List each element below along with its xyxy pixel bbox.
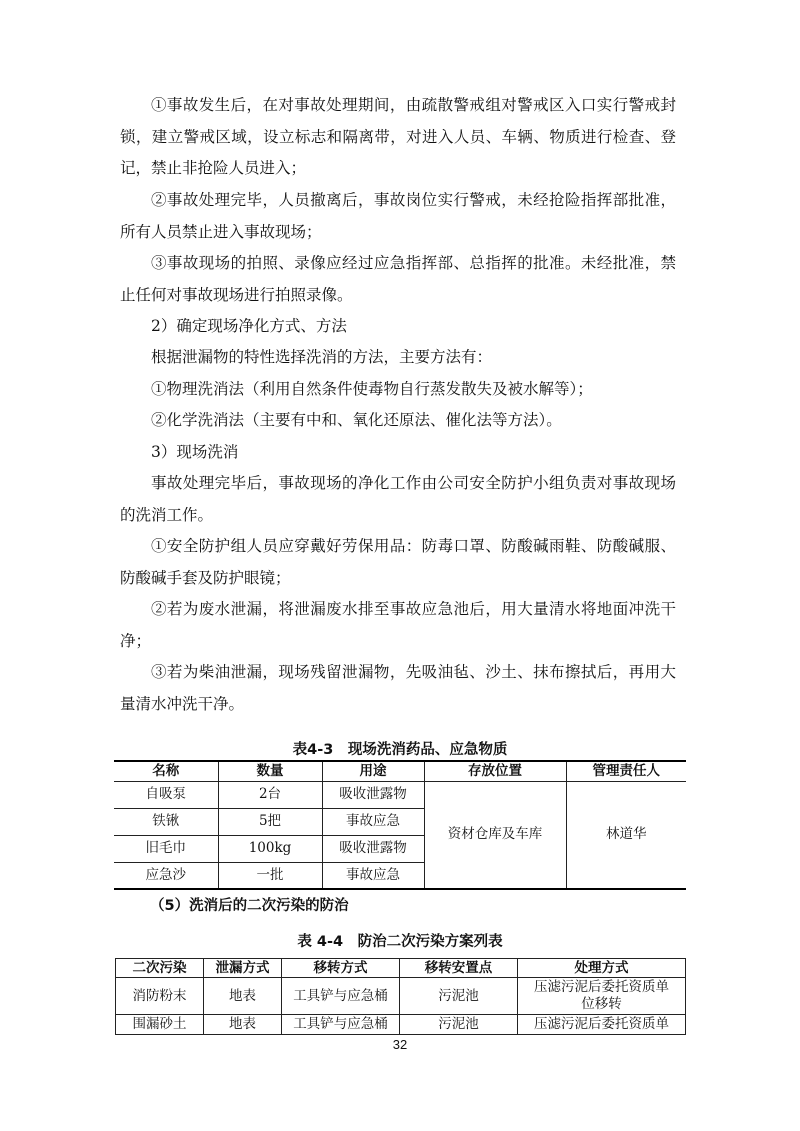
table1-header: 管理责任人 xyxy=(566,761,686,781)
table-cell: 事故应急 xyxy=(322,808,424,835)
storage-location-cell: 资材仓库及车库 xyxy=(424,781,566,889)
table-cell: 工具铲与应急桶 xyxy=(282,1015,400,1035)
secondary-pollution-table xyxy=(115,958,686,1035)
table-cell: 工具铲与应急桶 xyxy=(282,978,400,1015)
table-row xyxy=(114,781,686,808)
table2-header: 二次污染 xyxy=(116,959,204,978)
table-cell: 事故应急 xyxy=(322,862,424,889)
table-cell: 吸收泄露物 xyxy=(322,835,424,862)
paragraph-4: 2）确定现场净化方式、方法 xyxy=(151,317,347,335)
table1-header: 名称 xyxy=(114,761,218,781)
table-cell: 围漏砂土 xyxy=(116,1015,204,1035)
page-number: 32 xyxy=(392,1037,408,1052)
table1-header: 存放位置 xyxy=(424,761,566,781)
table-cell: 吸收泄露物 xyxy=(322,781,424,808)
paragraph-3: ③事故现场的拍照、录像应经过应急指挥部、总指挥的批准。未经批准，禁止任何对事故现场进行拍照录像。 xyxy=(120,254,676,304)
paragraph-11: ②若为废水泄漏，将泄漏废水排至事故应急池后，用大量清水将地面冲洗干净； xyxy=(120,600,676,650)
paragraph-6: ①物理洗消法（利用自然条件使毒物自行蒸发散失及被水解等）； xyxy=(151,380,593,398)
table-row xyxy=(116,978,686,1015)
table-cell: 一批 xyxy=(218,862,322,889)
table-cell: 铁锹 xyxy=(114,808,218,835)
table-cell: 100kg xyxy=(218,835,322,862)
table2-title: 表 4-4 防治二次污染方案列表 xyxy=(297,934,503,950)
table2-header: 处理方式 xyxy=(518,959,686,978)
table-cell: 旧毛巾 xyxy=(114,835,218,862)
paragraph-7: ②化学洗消法（主要有中和、氧化还原法、催化法等方法）。 xyxy=(151,411,562,429)
table-cell: 应急沙 xyxy=(114,862,218,889)
paragraph-10: ①安全防护组人员应穿戴好劳保用品：防毒口罩、防酸碱雨鞋、防酸碱服、防酸碱手套及防护眼镜； xyxy=(120,537,676,587)
table2-header: 移转安置点 xyxy=(400,959,518,978)
table-cell: 自吸泵 xyxy=(114,781,218,808)
paragraph-1: ①事故发生后，在对事故处理期间，由疏散警戒组对警戒区入口实行警戒封锁，建立警戒区域，设立标志和隔离带，对进入人员、车辆、物质进行检查、登记，禁止非抢险人员进入； xyxy=(120,96,676,177)
table-cell: 地表 xyxy=(204,1015,282,1035)
paragraph-8: 3）现场洗消 xyxy=(151,443,239,461)
table2-header: 泄漏方式 xyxy=(204,959,282,978)
table-cell: 压滤污泥后委托资质单 xyxy=(518,1015,686,1035)
paragraph-2: ②事故处理完毕，人员撤离后，事故岗位实行警戒，未经抢险指挥部批准，所有人员禁止进入事故现场； xyxy=(120,191,676,241)
table1-header: 数量 xyxy=(218,761,322,781)
table-cell: 2台 xyxy=(218,781,322,808)
table-cell: 地表 xyxy=(204,978,282,1015)
paragraph-12: ③若为柴油泄漏，现场残留泄漏物，先吸油毡、沙土、抹布擦拭后，再用大量清水冲洗干净。 xyxy=(120,663,676,713)
table-cell: 污泥池 xyxy=(400,978,518,1015)
table-cell: 压滤污泥后委托资质单位移转 xyxy=(518,978,686,1015)
section-heading: （5）洗消后的二次污染的防治 xyxy=(150,898,349,914)
table1-header: 用途 xyxy=(322,761,424,781)
manager-cell: 林道华 xyxy=(566,781,686,889)
emergency-materials-table xyxy=(114,760,686,890)
paragraph-5: 根据泄漏物的特性选择洗消的方法，主要方法有： xyxy=(151,348,493,366)
table-cell: 5把 xyxy=(218,808,322,835)
paragraph-9: 事故处理完毕后，事故现场的净化工作由公司安全防护小组负责对事故现场的洗消工作。 xyxy=(120,474,676,524)
table1-header-row xyxy=(114,761,686,781)
table-row xyxy=(116,1015,686,1035)
table-cell: 消防粉末 xyxy=(116,978,204,1015)
table1-title: 表4-3 现场洗消药品、应急物质 xyxy=(292,742,508,758)
table2-header: 移转方式 xyxy=(282,959,400,978)
table-cell: 污泥池 xyxy=(400,1015,518,1035)
table2-header-row xyxy=(116,959,686,978)
